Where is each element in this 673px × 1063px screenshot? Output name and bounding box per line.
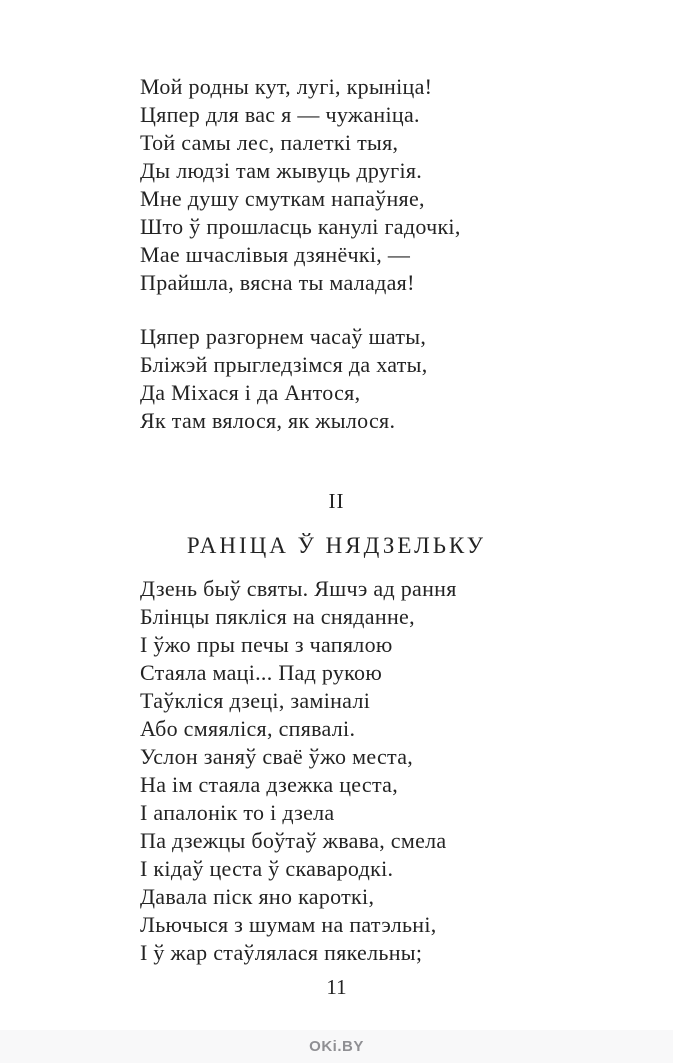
poem-stanza-1 xyxy=(140,73,673,297)
watermark-strip xyxy=(0,1030,673,1063)
page-number: 11 xyxy=(326,975,347,999)
poem-line: Да Міхася і да Антося, xyxy=(140,380,361,405)
poem-line: Што ў прошласць канулі гадочкі, xyxy=(140,214,461,239)
poem-line: Давала піск яно кароткі, xyxy=(140,884,375,909)
poem-line: Цяпер для вас я — чужаніца. xyxy=(140,102,420,127)
watermark-text: OKi.BY xyxy=(309,1038,364,1055)
poem-line: На ім стаяла дзежка цеста, xyxy=(140,772,398,797)
poem-stanza-2 xyxy=(140,323,673,435)
poem-line: Таўкліся дзеці, заміналі xyxy=(140,688,371,713)
poem-line: Прайшла, вясна ты маладая! xyxy=(140,270,415,295)
poem-line: Льючыся з шумам на патэльні, xyxy=(140,912,437,937)
poem-line: І ў жар стаўлялася пякельны; xyxy=(140,940,423,965)
section-title: РАНІЦА Ў НЯДЗЕЛЬКУ xyxy=(186,533,487,558)
poem-line: Бліжэй прыгледзімся да хаты, xyxy=(140,352,428,377)
poem-line: Дзень быў святы. Яшчэ ад рання xyxy=(140,576,457,601)
poem-line: Або смяяліся, спявалі. xyxy=(140,716,356,741)
poem-line: Мае шчаслівыя дзянёчкі, — xyxy=(140,242,411,267)
poem-stanza-3 xyxy=(140,575,673,967)
poem-line: І апалонік то і дзела xyxy=(140,800,335,825)
poem-line: Той самы лес, палеткі тыя, xyxy=(140,130,399,155)
section-number: II xyxy=(328,489,345,513)
poem-line: І ўжо пры печы з чапялою xyxy=(140,632,393,657)
poem-line: Як там вялося, як жылося. xyxy=(140,408,396,433)
poem-line: Цяпер разгорнем часаў шаты, xyxy=(140,324,427,349)
poem-line: Ды людзі там жывуць другія. xyxy=(140,158,423,183)
poem-line: Услон заняў сваё ўжо места, xyxy=(140,744,414,769)
poem-line: Стаяла маці... Пад рукою xyxy=(140,660,383,685)
poem-line: Мне душу смуткам напаўняе, xyxy=(140,186,425,211)
poem-line: Мой родны кут, лугі, крыніца! xyxy=(140,74,433,99)
poem-line: Па дзежцы боўтаў жвава, смела xyxy=(140,828,447,853)
poem-line: І кідаў цеста ў скавародкі. xyxy=(140,856,394,881)
poem-line: Блінцы пякліся на сняданне, xyxy=(140,604,415,629)
